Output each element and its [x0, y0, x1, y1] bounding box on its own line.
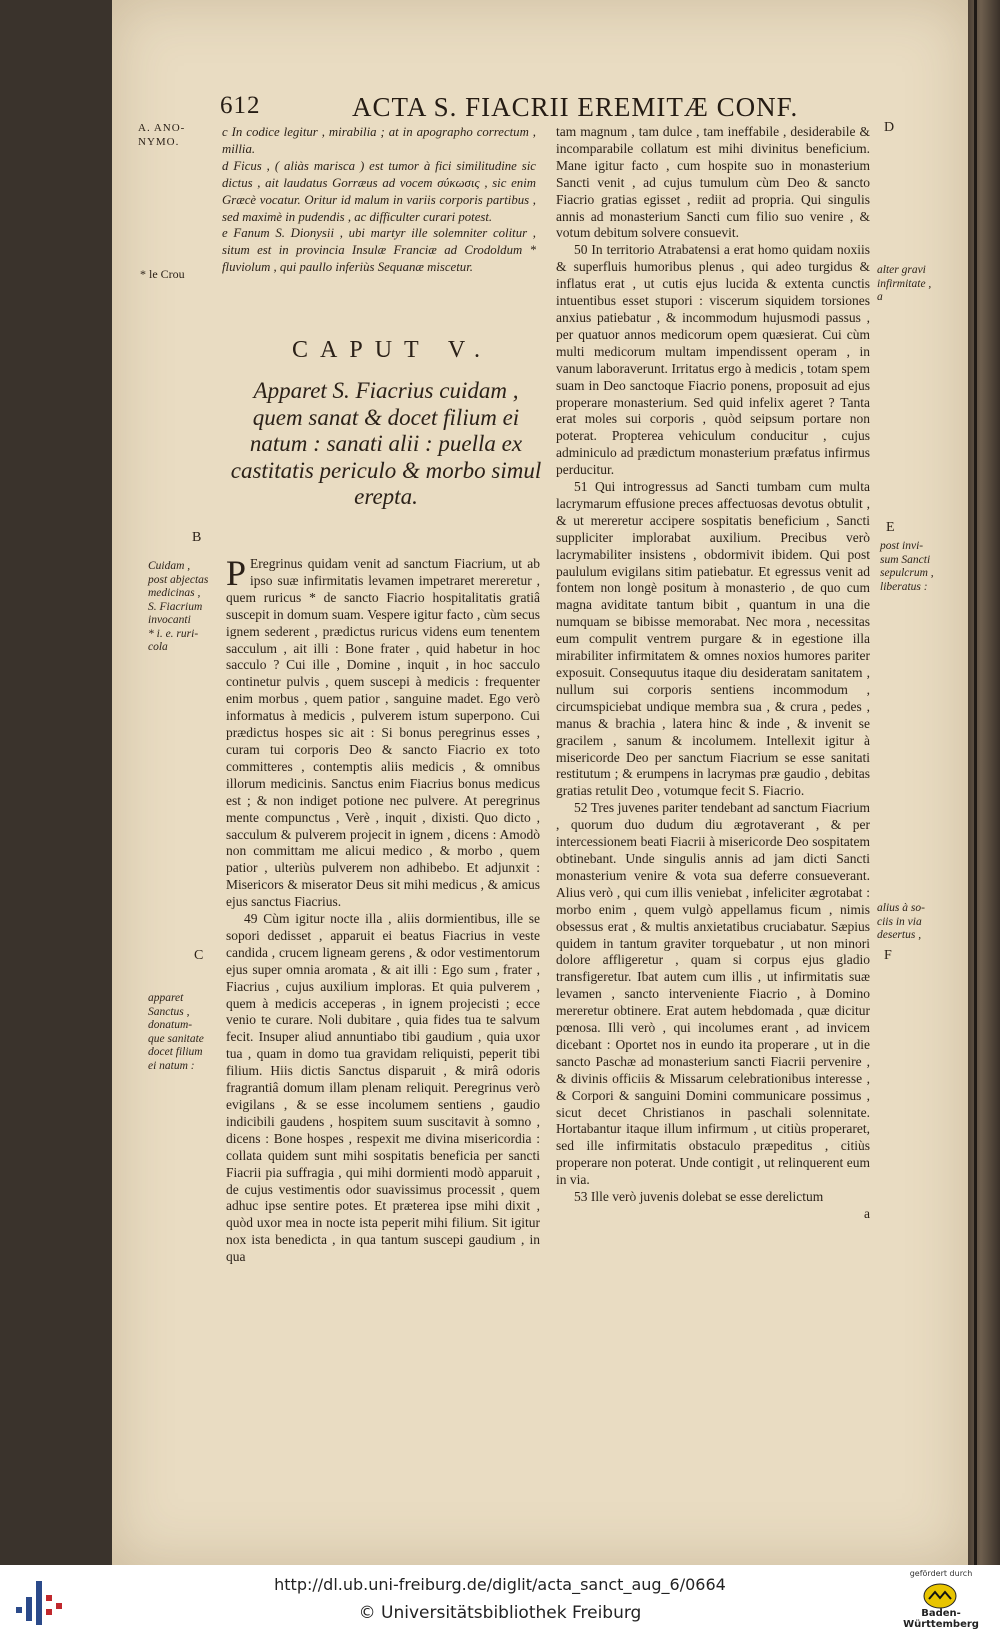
catchword: a	[864, 1206, 870, 1221]
margin-note-cuidam: Cuidam , post abjectas medicinas , S. Fiacrium invocanti * i. e. ruri- cola	[148, 560, 209, 653]
chapter-summary: Apparet S. Fiacrius cuidam , quem sanat & docet filium ei natum : sanati alii : puella ex castitatis periculo & morbo simul erepta.	[230, 378, 542, 509]
footer-bar	[0, 1565, 1000, 1638]
margin-letter-d: D	[884, 120, 895, 135]
place-note: * le Crou	[140, 267, 185, 281]
margin-letter-c: C	[194, 948, 204, 963]
left-column	[226, 556, 540, 1556]
paragraph-51: 51 Qui introgressus ad Sancti tumbam cum multa lacrymarum effusione preces affectuosas devotus obtulit , & ut mereretur accipere sospitatis beneficium , Sancti suppliciter implorabat auxilium. Precibus verò lacrymabiliter insistens , obdormivit ibidem. Qui post paululum evigilans sitim patiebatur. Et egressus venit ad fontem non longè positum à monasterio , de quo cum magna aviditate tantum bibit , quantum in una die numquam se bibisse memorabat. Nec mora , necessitas eum compulit ventrem purgare & in egestione illa mirabiliter infirmitatem & omnes noxios humores pariter exposuit. Consequutus itaque diu desideratam sanitatem , nullum sui corporis sentiens incommodum , circumspiciebat undique membra sua , & crura , pedes , manus & brachia , latera hinc & inde , & invenit se gracilem , sanum & incolumem. Intellexit igitur à misericorde Deo per sanctum Fiacrium se esse sanitati restitutum ; & erumpens in lacrymas præ gaudio , debitas gratias retulit Deo , votumque fecit S. Fiacrio.	[556, 479, 870, 799]
margin-note-alius: alius à so- ciis in via desertus ,	[877, 902, 925, 941]
margin-letter-b: B	[192, 530, 202, 545]
paragraph-48-text: Eregrinus quidam venit ad sanctum Fiacrium, ut ab ipso suæ infirmitatis levamen impetraret mereretur , quem ruricus * de sancto Fiacrio hospitalitatis gratiâ suscepit in domum suam. Vespere igitur facto , cùm secus ignem sederent , prædictus ruricus videns eum tenentem sacculum , ait illi : Bone frater , quid habetur in hoc sacculo ? Cui ille , Domine , inquit , in hoc sacculo continetur pulvis , quem suscepi à medicis : frequenter enim morbus , quem patior , sanguine madet. Ego verò informatus à medicis , pulverem istum superpono. Cui prædictus hospes sic ait : Si bonus peregrinus esses , curam tui corporis Deo & sancto Fiacrio ex toto committeres , contemptis aliis medicis , & omnibus illorum medicinis. Sanctus enim Fiacrius bonus medicus est ; & non indiget potione nec pulvere. At peregrinus mente compunctus , Verè , inquit , dixisti. Quo dicto , sacculum & pulverem projecit in ignem , dicens : Amodò non committam me alicui medico , & morbo , quem patior , ulteriùs pulverem non adhibebo. Et adjunxit : Misericors & miserator Deus sit mihi medicus , & amicus ejus sanctus Fiacrius.	[226, 556, 540, 910]
page-number: 612	[220, 92, 261, 119]
paragraph-50: 50 In territorio Atrabatensi a erat homo quidam noxiis & superfluis humoribus plenus , qui adeo turgidus & inflatus erat , ut cutis ejus lucida & extenta cunctis intuentibus esset stupori : viscerum siquidem torsiones anxius patiebatur , & incommodum hujusmodi passus , per quatuor annos medicorum opem quæsierat. Cui cùm multi medicorum multam impendissent operam , in vanum laboraverunt. Irritatus ergo à medicis , totam spem suam in Deo sanctoque Fiacrio ponens, proposuit ad ejus properare monasterium. Sed quid infelix ageret ? Tanta erat moles sui corporis , quòd seipsum portare non poterat. Propterea vehiculum conducitur , cujus adminiculo ad prædictum monasterium præfatus infirmus perducitur.	[556, 242, 870, 478]
page-header-title: ACTA S. FIACRII EREMITÆ CONF.	[352, 92, 799, 122]
right-column	[556, 124, 870, 1565]
paragraph-48-cont: tam magnum , tam dulce , tam ineffabile , desiderabile & incomparabile collatum est mihi divinitus beneficium. Mane igitur facto , cum hospite suo in monasterium Sancti venit , ad cujus tumulum cùm Deo & sancto Fiacrio gratias egisset , rediit ad propria. Qui singulis annis ad monasterium Sancti cum filio suo venire , & votum debitum solvere consuevit.	[556, 124, 870, 241]
running-head	[112, 92, 968, 126]
next-page-edge	[968, 0, 1000, 1565]
funder-logo	[886, 1569, 996, 1635]
paragraph-52: 52 Tres juvenes pariter tendebant ad sanctum Fiacrium , quorum duo dudum diu ægrotaverant , & per intercessionem beati Fiacrii à misericorde Deo sospitatem obtinebant. Unde singulis annis ad jam dicti Sancti monasterium venire & vota sua deferre consueverant. Alius verò , qui cum illis veniebat , infeliciter ægrotabat : morbo enim , quem vulgò appellamus ficum , nimis obsessus erat , & multis anxietatibus cruciabatur. Sæpius quidem in tantum graviter torquebatur , ut non minori dolore affligeretur , quam si corpus ejus gladio transfigeretur. Ibat autem cum illis , ut infirmitatis suæ levamen , sancto interveniente Fiacrio , à Domino mereretur obtinere. Erat autem hebdomada , quæ dicitur pœnosa. Illi verò , qui incolumes erant , ad invicem dicebant : Oportet nos in eundo ita properare , ut in die sancto Paschæ ad monasterium sancti Fiacrii pervenire , & divinis officiis & Missarum celebrationibus interesse , & Corpori & sanguini Domini communicare possimus , sicut decet Christianos in paschali solennitate. Hortabantur itaque illum infirmum , ut citiùs properaret, sed ille infirmitatis obstaculo præpeditus , citiùs properare non poterat. Unde contigit , ut relinquerent eum in via.	[556, 800, 870, 1188]
paragraph-49: 49 Cùm igitur nocte illa , aliis dormientibus, ille se sopori dedisset , apparuit ei beatus Fiacrius in veste candida , crucem ligneam gerens , & odor vestimentorum ejus super omnia aromata , & ait illi : Ego sum , frater , Fiacrius , cujus auxilium imploras. Et quia pulverem , quem à medicis acceperas , in ignem projecisti ; ecce venio te curare. Noli dubitare , quia fides tua te salvum fecit. Insuper aliud annuntiabo tibi gaudium , quia uxor tua , quam in domo tua gravidam reliquisti, peperit tibi filium. Hiis dictis Sanctus disparuit , & mirâ odoris fragrantiâ domum illam plenam reliquit. Peregrinus verò evigilans , & se esse incolumem sentiens , gaudio indicibili gaudens , hospitem suum suscitavit à somno , dicens : Bone hospes , respexit me divina misericordia : collata quidem sunt mihi sospitatis beneficia per sancti Fiacrii pia suffragia , qui mihi dormienti modò apparuit , de cujus vestimentis odor suavissimus processit , quem adhuc ipse sentire potes. Et præterea ipse mihi dixit , quòd uxor mea in nocte ista peperit mihi filium. Sit igitur nox ista benedicta , in qua tantum suscepi gaudium , in qua	[226, 911, 540, 1265]
footnotes	[222, 124, 536, 276]
baden-wuerttemberg-crest-icon	[923, 1583, 957, 1609]
drop-cap: P	[226, 556, 247, 593]
footnote-e: e Fanum S. Dionysii , ubi martyr ille solemniter colitur , situm est in provincia Insulæ Franciæ ad Crodoldum * fluviolum , qui paullo inferiùs Sequanæ miscetur.	[222, 226, 536, 275]
permalink-url[interactable]: http://dl.ub.uni-freiburg.de/diglit/acta_sanct_aug_6/0664	[274, 1575, 726, 1594]
margin-letter-f: F	[884, 948, 892, 963]
footnote-c: c In codice legitur , mirabilia ; at in apographo correctum , millia.	[222, 125, 536, 156]
paragraph-53: 53 Ille verò juvenis dolebat se esse derelictum	[574, 1189, 824, 1205]
margin-note-apparet: apparet Sanctus , donatum- que sanitate docet filium ei natum :	[148, 992, 204, 1072]
paragraph-48	[226, 556, 540, 911]
margin-letter-e: E	[886, 520, 895, 535]
margin-note-post: post invi- sum Sancti sepulcrum , liberatus :	[880, 540, 934, 593]
margin-note-alter: alter gravi infirmitate , a	[877, 264, 932, 303]
funder-name: Baden-Württemberg	[903, 1608, 979, 1630]
footnote-d: d Ficus , ( aliàs marisca ) est tumor à fici similitudine sic dictus , ait laudatus Gorræus ad vocem σύκωσις , sic enim Græcè vocatur. Oritur id malum in variis corporis partibus , sed maximè in pudendis , ac difficulter curari potest.	[222, 158, 536, 224]
chapter-heading: CAPUT V.	[292, 337, 493, 363]
source-label: A. ANO- NYMO.	[138, 122, 186, 148]
funded-by-label: gefördert durch	[909, 1569, 973, 1578]
copyright-notice: © Universitätsbibliothek Freiburg	[358, 1603, 642, 1623]
